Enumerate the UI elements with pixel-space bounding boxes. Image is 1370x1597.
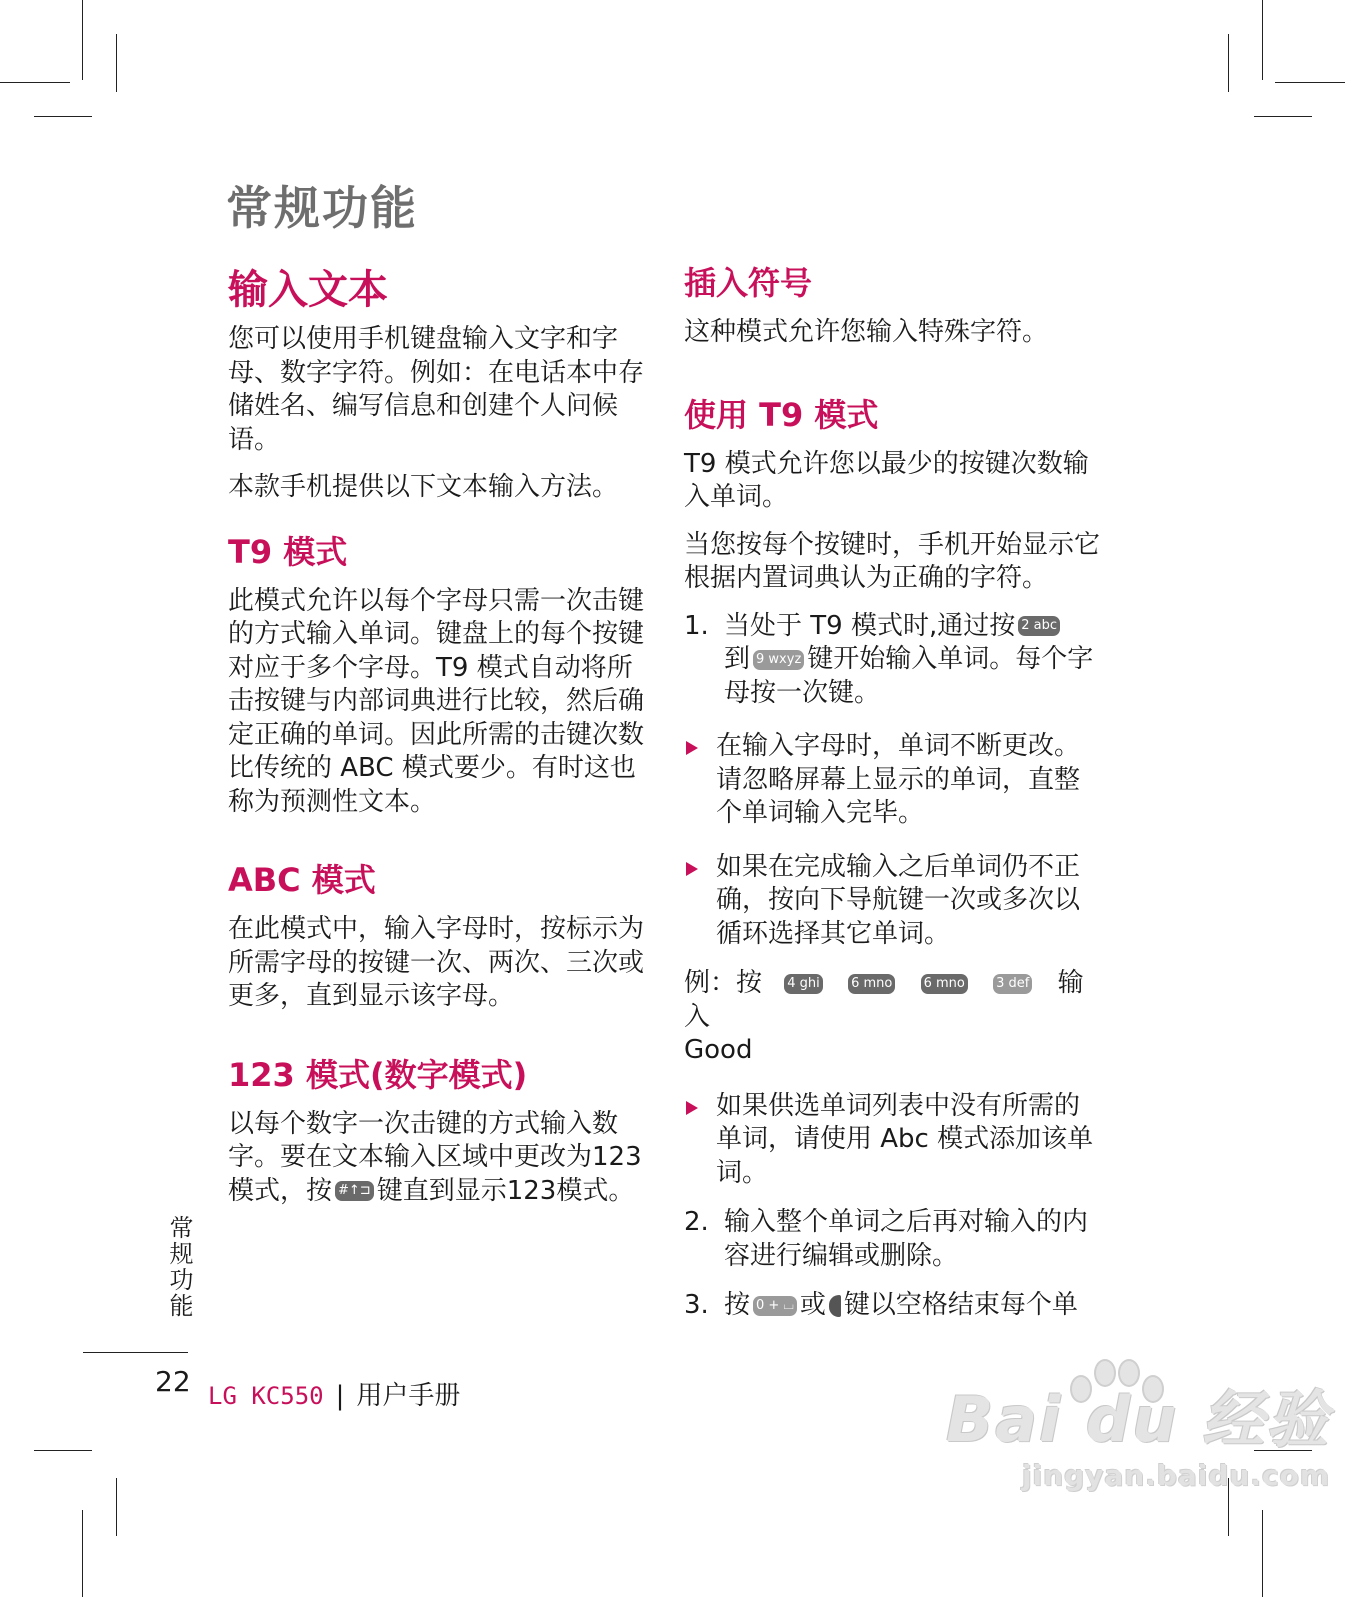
side-key-icon [829,1295,841,1317]
crop-mark [1228,34,1229,92]
step-number: 3. [684,1290,709,1320]
num-mode-description [228,1108,648,1209]
key-3-icon: 3 def [993,974,1032,994]
step-3 [684,1289,1104,1323]
crop-mark [116,34,117,92]
page-title: 常规功能 [226,181,418,235]
subheading-123-mode: 123 模式(数字模式) [228,1055,528,1094]
abc-mode-description: 在此模式中，输入字母时，按标示为所需字母的按键一次、两次、三次或更多，直到显示该字母。 [228,914,645,1011]
bullet-triangle-icon [686,741,698,755]
footer-manual: 用户手册 [356,1381,461,1411]
bullet-text: 如果供选单词列表中没有所需的单词，请使用 Abc 模式添加该单词。 [716,1090,1094,1188]
example-line [684,967,1104,1068]
bullet-item [684,851,1104,952]
crop-mark [82,1510,83,1597]
crop-mark [1254,116,1312,117]
bullet-text: 如果在完成输入之后单词仍不正确，按向下导航键一次或多次以循环选择其它单词。 [716,851,1081,949]
step-1-middle: 到 [724,644,751,674]
crop-mark [34,116,92,117]
footer [208,1375,460,1412]
subheading-insert-symbol: 插入符号 [684,264,813,302]
step-1-prefix: 当处于 T9 模式时,通过按 [724,610,1016,641]
example-prefix: 例：按 [684,968,763,998]
step-2 [684,1206,1104,1273]
step-2-text: 输入整个单词之后再对输入的内容进行编辑或删除。 [724,1207,1089,1271]
bullet-triangle-icon [686,1101,698,1115]
step-1-suffix: 键开始输入单词。每个字母按一次键。 [724,644,1094,708]
left-column [228,258,648,1222]
bullet-item [684,1090,1104,1191]
subheading-t9-mode: T9 模式 [228,532,348,571]
key-9-icon: 9 wxyz [753,650,804,670]
subheading-use-t9: 使用 T9 模式 [684,395,879,434]
bullet-item [684,730,1104,831]
bullet-text: 在输入字母时，单词不断更改。请忽略屏幕上显示的单词，直整个单词输入完毕。 [716,731,1081,828]
crop-mark [0,82,70,83]
page-number: 22 [155,1365,191,1398]
intro-paragraph: 您可以使用手机键盘输入文字和字母、数字字符。例如：在电话本中存储姓名、编写信息和创建个人问候语。 [228,324,645,455]
watermark [946,1370,1330,1492]
step-1 [684,610,1104,711]
crop-mark [1275,82,1345,83]
example-word: Good [684,1035,753,1065]
side-section-label: 常规功能 [165,1215,193,1319]
footer-divider [83,1352,188,1353]
step-3-suffix: 键以空格结束每个单 [843,1290,1078,1320]
num-mode-text-suffix: 键直到显示123模式。 [376,1175,635,1206]
step-number: 2. [684,1207,709,1237]
footer-model: LG KC550 [208,1382,324,1410]
key-4-icon: 4 ghi [784,974,823,994]
step-number: 1. [684,610,709,641]
key-2-icon: 2 abc [1018,616,1060,636]
hash-key-icon: #↑⊐ [335,1181,374,1201]
crop-mark [34,1450,92,1451]
right-column [684,258,1104,1339]
section-heading-input-text: 输入文本 [228,267,388,313]
step-3-middle: 或 [799,1290,826,1320]
key-0-icon: 0 + ⌴ [753,1296,797,1316]
key-6-icon: 6 mno [848,974,895,994]
footer-separator: | [335,1381,345,1411]
crop-mark [1262,1510,1263,1597]
watermark-url: jingyan.baidu.com [1021,1459,1330,1492]
subheading-abc-mode: ABC 模式 [228,861,376,899]
example-action: 输入 [684,968,1084,1032]
bullet-triangle-icon [686,862,698,876]
crop-mark [116,1478,117,1536]
crop-mark [82,0,83,80]
step-3-prefix: 按 [724,1290,751,1320]
watermark-brand: Bai du 经验 [945,1383,1330,1456]
intro-paragraph-2: 本款手机提供以下文本输入方法。 [228,472,619,502]
use-t9-paragraph-2: 当您按每个按键时，手机开始显示它根据内置词典认为正确的字符。 [684,529,1101,593]
key-6-icon: 6 mno [921,974,968,994]
use-t9-paragraph-1: T9 模式允许您以最少的按键次数输入单词。 [684,448,1089,512]
num-mode-text-prefix: 以每个数字一次击键的方式输入数字。要在文本输入区域中更改为123模式，按 [228,1108,642,1206]
crop-mark [1262,0,1263,80]
t9-mode-description: 此模式允许以每个字母只需一次击键的方式输入单词。键盘上的每个按键对应于多个字母。T9 模式自动将所击按键与内部词典进行比较，然后确定正确的单词。因此所需的击键次数比传统的 ABC 模式要少。有时这也称为预测性文本。 [228,585,645,817]
symbol-description: 这种模式允许您输入特殊字符。 [684,317,1049,347]
